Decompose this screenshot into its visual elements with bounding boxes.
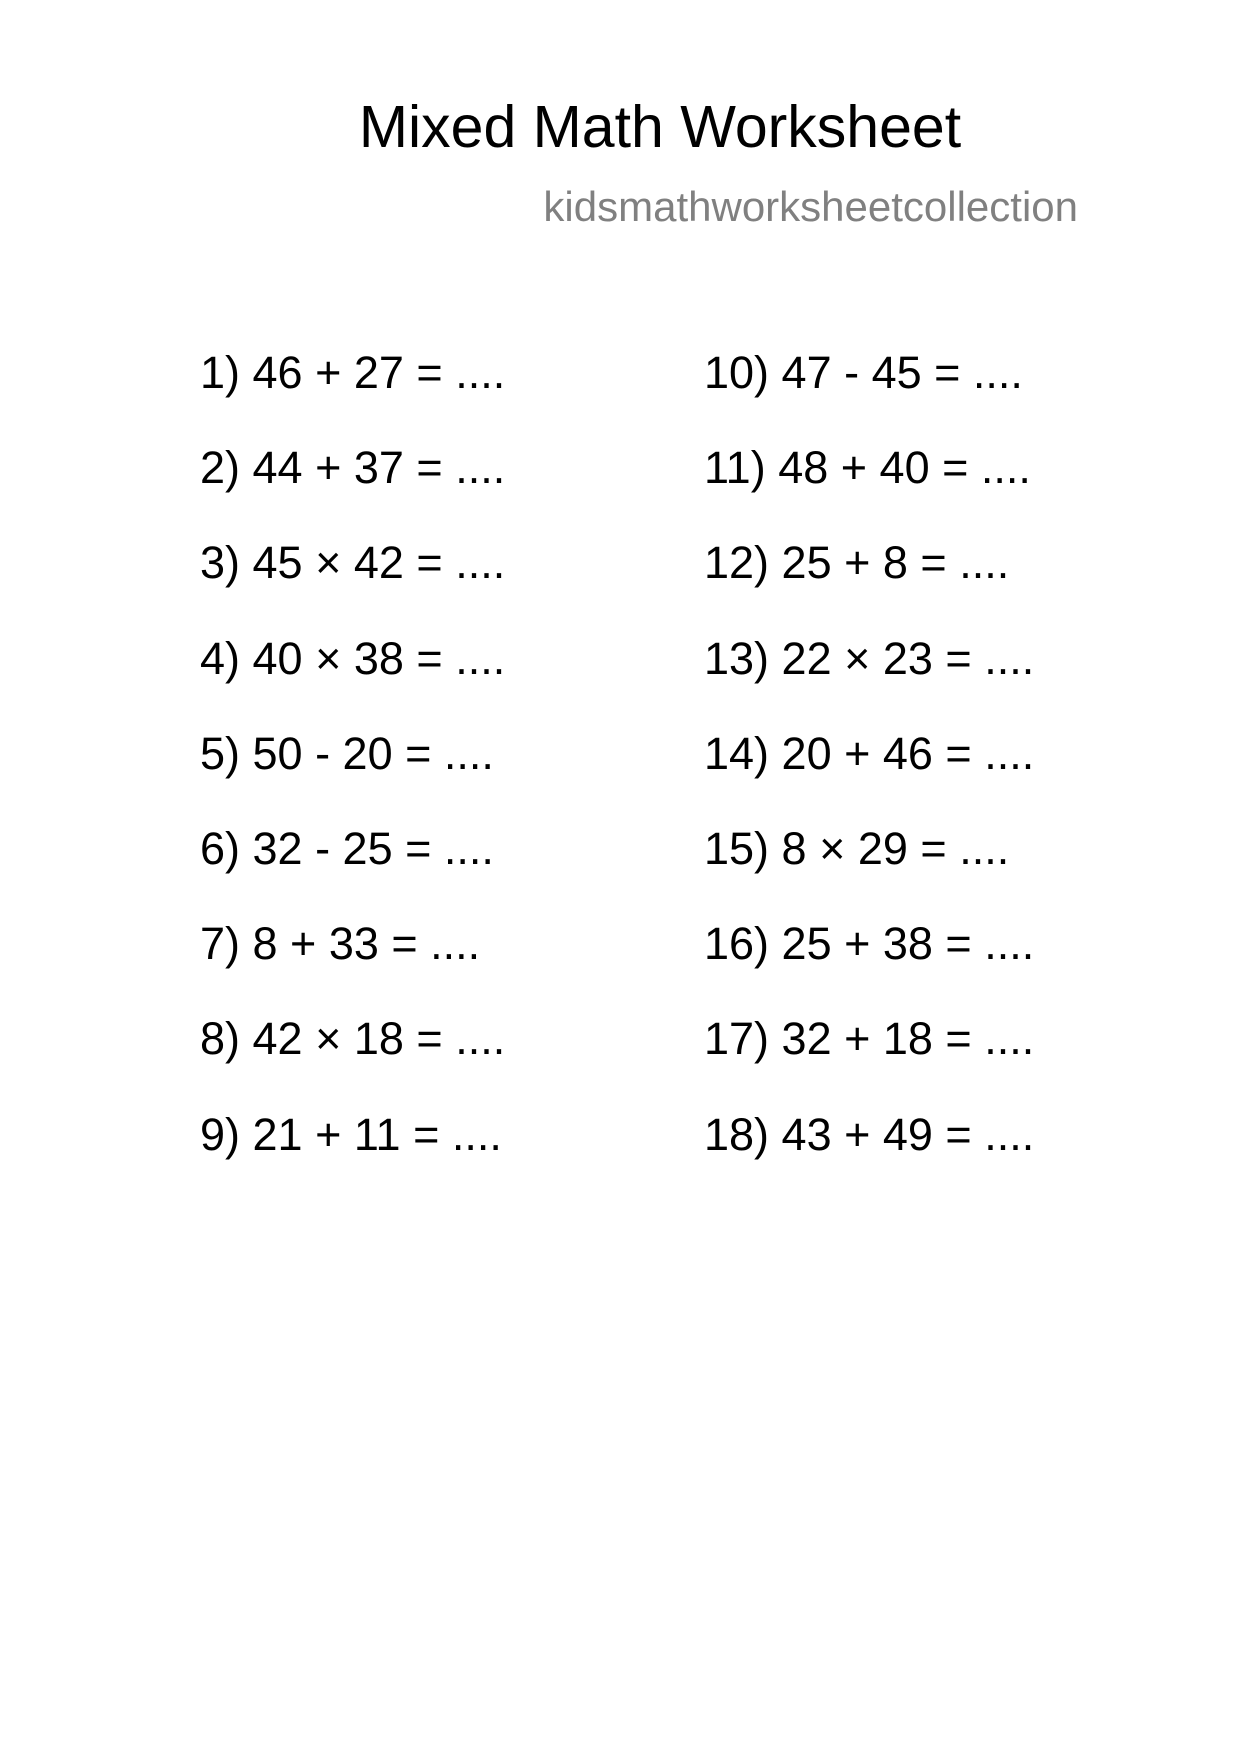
problem-3: 3) 45 × 42 = .... [200, 537, 506, 589]
problem-9: 9) 21 + 11 = .... [200, 1108, 502, 1160]
problem-column-left [200, 347, 506, 1207]
problem-14: 14) 20 + 46 = .... [704, 727, 1035, 779]
problem-7: 7) 8 + 33 = .... [200, 918, 481, 970]
page-title: Mixed Math Worksheet [358, 94, 962, 160]
problem-5: 5) 50 - 20 = .... [200, 727, 494, 779]
problem-11: 11) 48 + 40 = .... [704, 442, 1031, 494]
problem-12: 12) 25 + 8 = .... [704, 537, 1010, 589]
problem-16: 16) 25 + 38 = .... [704, 918, 1035, 970]
problem-18: 18) 43 + 49 = .... [704, 1108, 1035, 1160]
problem-list [200, 347, 1100, 1170]
problem-4: 4) 40 × 38 = .... [200, 632, 506, 684]
problem-17: 17) 32 + 18 = .... [704, 1013, 1035, 1065]
problem-10: 10) 47 - 45 = .... [704, 347, 1023, 398]
source-label: kidsmathworksheetcollection [543, 183, 1078, 230]
problem-8: 8) 42 × 18 = .... [200, 1013, 506, 1065]
problem-13: 13) 22 × 23 = .... [704, 632, 1035, 684]
problem-1: 1) 46 + 27 = .... [200, 347, 506, 398]
problem-15: 15) 8 × 29 = .... [704, 822, 1010, 874]
problem-2: 2) 44 + 37 = .... [200, 442, 506, 494]
problem-column-right [704, 347, 1035, 1207]
problem-6: 6) 32 - 25 = .... [200, 822, 494, 874]
